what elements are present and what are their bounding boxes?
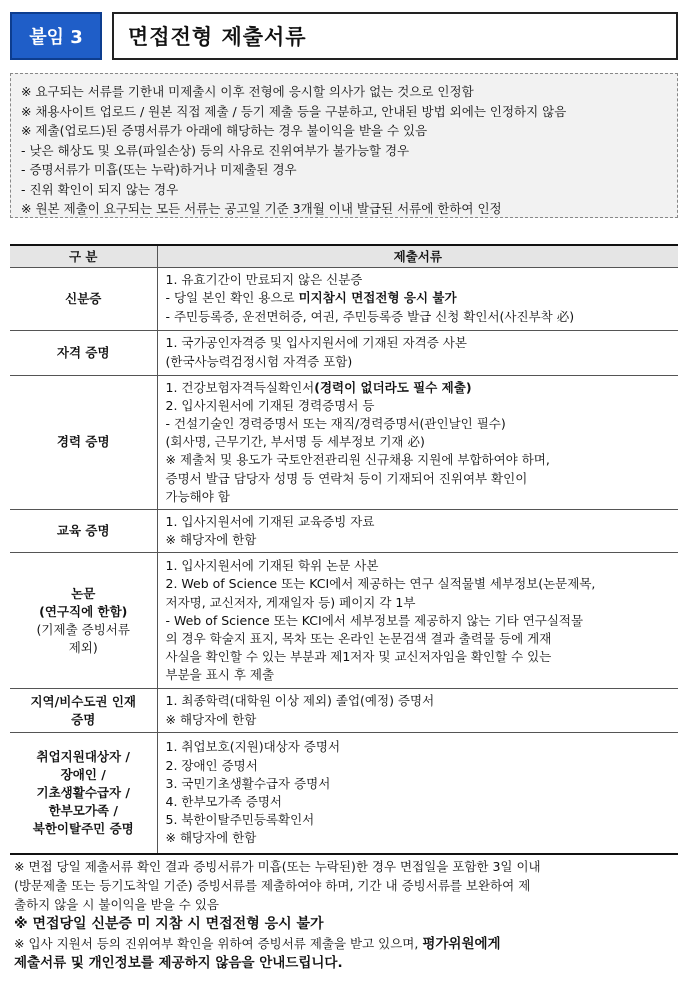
doc-line: 2. 장애인 증명서 <box>165 757 258 773</box>
footer-notes <box>14 857 678 973</box>
doc-line: 1. 국가공인자격증 및 입사지원서에 기재된 자격증 사본 <box>165 335 467 351</box>
doc-line: 2. 입사지원서에 기재된 경력증명서 등 <box>165 397 375 413</box>
doc-line: ※ 해당자에 한함 <box>165 830 257 846</box>
table-row <box>10 553 678 689</box>
footer-warning: ※ 면접당일 신분증 미 지참 시 면접전형 응시 불가 <box>14 916 324 932</box>
doc-line: - 주민등록증, 운전면허증, 여권, 주민등록증 발급 신청 확인서(사진부착 必) <box>165 308 575 324</box>
doc-line <box>166 289 673 307</box>
notice-box <box>10 73 678 218</box>
documents-cell <box>157 375 678 509</box>
category-line: 증명 <box>71 711 96 727</box>
doc-line: 의 경우 학술지 표지, 목차 또는 온라인 논문검색 결과 출력물 등에 게재 <box>165 630 552 646</box>
category-cell: 교육 증명 <box>10 509 157 552</box>
notice-line: ※ 채용사이트 업로드 / 원본 직접 제출 / 등기 제출 등을 구분하고, 안내된 방법 외에는 인정하지 않음 <box>21 103 567 119</box>
doc-line: 가능해야 함 <box>165 488 230 504</box>
documents-cell <box>157 689 678 732</box>
category-cell <box>10 689 157 732</box>
doc-line: (한국사능력검정시험 자격증 포함) <box>165 353 353 369</box>
footer-text-bold: 평가위원에게 <box>422 936 501 952</box>
category-cell: 경력 증명 <box>10 375 157 509</box>
category-line: 한부모가족 / <box>48 802 118 818</box>
doc-line-text: - 당일 본인 확인 용으로 <box>165 290 299 306</box>
footer-line: (방문제출 또는 등기도착일 기준) 증빙서류를 제출하여야 하며, 기간 내 증빙서류를 보완하여 제 <box>14 878 531 893</box>
footer-text: ※ 입사 지원서 등의 진위여부 확인을 위하여 증빙서류 제출을 받고 있으며, <box>14 936 423 951</box>
header-category: 구 분 <box>10 245 157 267</box>
table-row <box>10 267 678 330</box>
doc-line: - Web of Science 또는 KCI에서 세부정보를 제공하지 않는 기타 연구실적물 <box>165 612 584 628</box>
doc-line-bold: (경력이 없더라도 필수 제출) <box>314 379 472 395</box>
doc-line: 부분을 표시 후 제출 <box>165 667 275 683</box>
table-row <box>10 375 678 509</box>
notice-line: ※ 요구되는 서류를 기한내 미제출시 이후 전형에 응시할 의사가 없는 것으로 인정함 <box>21 84 474 99</box>
table-row <box>10 330 678 375</box>
category-cell <box>10 732 157 854</box>
doc-line: 1. 입사지원서에 기재된 학위 논문 사본 <box>165 558 379 574</box>
doc-line: 사실을 확인할 수 있는 부분과 제1저자 및 교신저자임을 확인할 수 있는 <box>165 649 552 665</box>
footer-line <box>14 934 678 954</box>
table-header-row <box>10 245 678 267</box>
doc-line: 1. 유효기간이 만료되지 않은 신분증 <box>165 272 363 288</box>
category-line: 논문 <box>71 585 96 601</box>
footer-line: 출하지 않을 시 불이익을 받을 수 있음 <box>14 897 219 912</box>
notice-line: - 증명서류가 미흡(또는 누락)하거나 미제출된 경우 <box>21 162 297 177</box>
category-line: (연구직에 한함) <box>39 603 128 619</box>
page-title: 면접전형 제출서류 <box>112 12 678 60</box>
header <box>10 12 678 60</box>
category-cell <box>10 553 157 689</box>
doc-line: 저자명, 교신저자, 게재일자 등) 페이지 각 1부 <box>165 594 416 610</box>
category-cell: 신분증 <box>10 267 157 330</box>
doc-line-text: 1. 건강보험자격득실확인서 <box>165 379 315 395</box>
doc-line: 1. 입사지원서에 기재된 교육증빙 자료 <box>165 513 375 529</box>
table-row <box>10 689 678 732</box>
doc-line-bold: 미지참시 면접전형 응시 불가 <box>298 290 457 306</box>
category-line: 북한이탈주민 증명 <box>32 820 134 836</box>
category-line: 장애인 / <box>60 766 106 782</box>
table-row <box>10 732 678 854</box>
doc-line: 3. 국민기초생활수급자 증명서 <box>165 775 331 791</box>
category-line: 취업지원대상자 / <box>36 748 130 764</box>
category-cell: 자격 증명 <box>10 330 157 375</box>
doc-line: (회사명, 근무기간, 부서명 등 세부정보 기재 必) <box>165 434 425 450</box>
header-documents: 제출서류 <box>157 245 678 267</box>
documents-cell <box>157 509 678 552</box>
doc-line: ※ 해당자에 한함 <box>165 711 257 727</box>
doc-line: 2. Web of Science 또는 KCI에서 제공하는 연구 실적물별 세부정보(논문제목, <box>165 576 596 592</box>
documents-cell <box>157 267 678 330</box>
notice-line: - 진위 확인이 되지 않는 경우 <box>21 181 179 197</box>
category-line: 지역/비수도권 인재 <box>30 693 137 709</box>
category-line: (기제출 증빙서류 <box>36 621 130 637</box>
category-line: 제외) <box>68 639 98 655</box>
category-line: 기초생활수급자 / <box>36 784 130 800</box>
documents-cell <box>157 553 678 689</box>
doc-line: 1. 취업보호(지원)대상자 증명서 <box>165 739 341 755</box>
notice-line: ※ 제출(업로드)된 증명서류가 아래에 해당하는 경우 불이익을 받을 수 있음 <box>21 123 428 138</box>
notice-line: ※ 원본 제출이 요구되는 모든 서류는 공고일 기준 3개월 이내 발급된 서류에 한하여 인정 <box>21 201 502 216</box>
doc-line: ※ 제출처 및 용도가 국토안전관리원 신규채용 지원에 부합하여야 하며, <box>165 452 550 468</box>
attachment-badge: 붙임 3 <box>10 12 102 60</box>
doc-line: - 건설기술인 경력증명서 또는 재직/경력증명서(관인날인 필수) <box>165 415 506 431</box>
notice-line: - 낮은 해상도 및 오류(파일손상) 등의 사유로 진위여부가 불가능할 경우 <box>21 142 410 158</box>
doc-line: 5. 북한이탈주민등록확인서 <box>165 812 315 828</box>
footer-line-bold: 제출서류 및 개인정보를 제공하지 않음을 안내드립니다. <box>14 955 343 971</box>
doc-line: 증명서 발급 담당자 성명 등 연락처 등이 기재되어 진위여부 확인이 <box>165 470 528 486</box>
documents-table <box>10 244 678 855</box>
table-row <box>10 509 678 552</box>
doc-line: 1. 최종학력(대학원 이상 제외) 졸업(예정) 증명서 <box>165 693 435 709</box>
documents-cell <box>157 330 678 375</box>
doc-line: ※ 해당자에 한함 <box>165 532 257 548</box>
doc-line: 4. 한부모가족 증명서 <box>165 793 282 809</box>
doc-line <box>166 379 673 397</box>
footer-line: ※ 면접 당일 제출서류 확인 결과 증빙서류가 미흡(또는 누락된)한 경우 면접일을 포함한 3일 이내 <box>14 859 541 874</box>
documents-cell <box>157 732 678 854</box>
